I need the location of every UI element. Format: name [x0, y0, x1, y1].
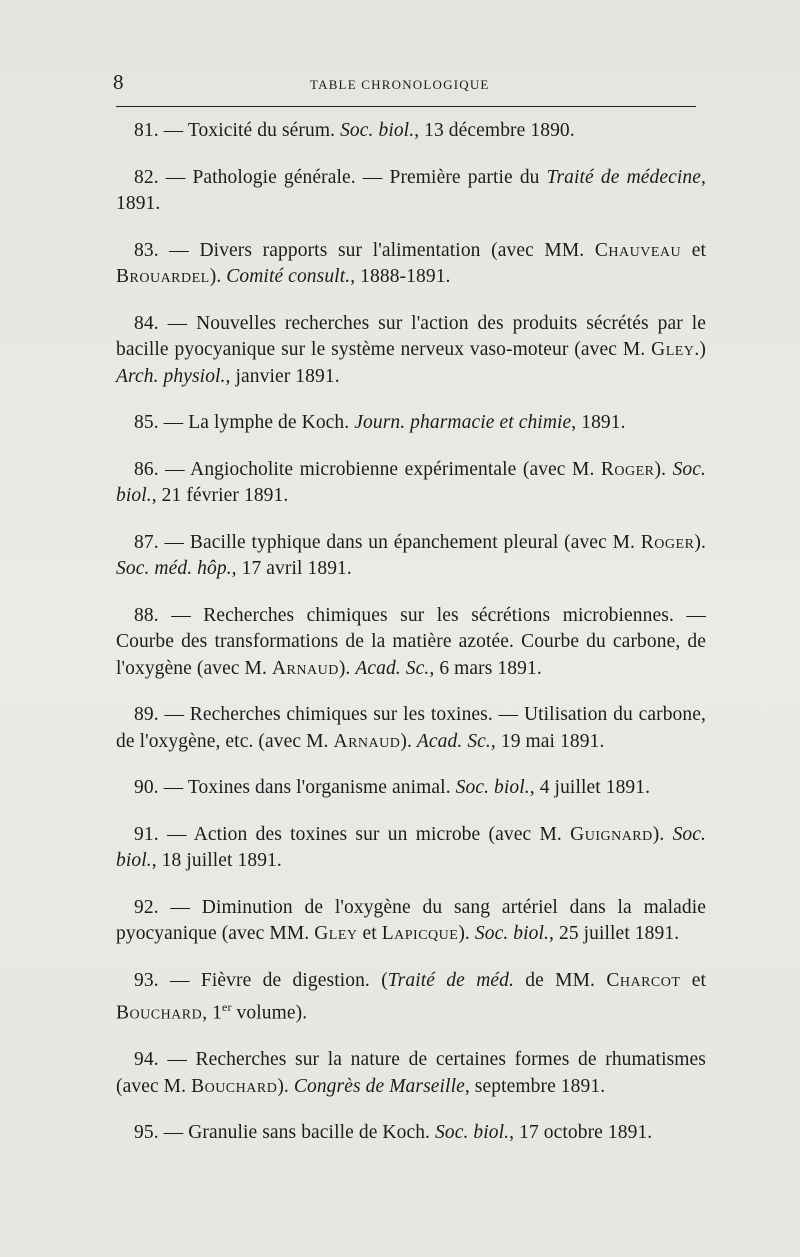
entry-text: — Granulie sans bacille de Koch. — [163, 1122, 436, 1143]
entry-text: ). — [458, 923, 475, 944]
entry-text: — Recherches chimiques sur les sécrétions microbiennes. — Courbe des transformations de la matière azotée. Courbe du carbone, de l'oxygène (avec M. — [116, 604, 707, 679]
entry-text: ). — [654, 458, 673, 480]
entry-number: 85. — [134, 412, 159, 433]
running-title: TABLE CHRONOLOGIQUE — [310, 77, 490, 92]
entry-text: , 6 mars 1891. — [429, 657, 542, 679]
entry-text: volume). — [231, 1002, 308, 1024]
author-name: Roger — [600, 458, 655, 480]
author-name: Guignard — [570, 823, 653, 845]
author-name: Gley — [651, 339, 695, 360]
journal-citation: Traité de méd. — [387, 969, 514, 991]
journal-citation: Soc. biol. — [340, 120, 415, 141]
author-name: Gley — [314, 923, 358, 944]
entry-text: et — [680, 969, 706, 991]
author-name: Arnaud — [333, 730, 401, 752]
entry-text: , 18 juillet 1891. — [151, 850, 282, 871]
author-name: Bouchard — [191, 1075, 278, 1097]
bibliography-entry — [116, 530, 706, 583]
entry-text: — Recherches sur la nature de certaines formes de rhumatismes (avec M. — [116, 1049, 706, 1097]
entry-text: , 1888-1891. — [350, 266, 451, 287]
entry-text: , 1 — [202, 1002, 223, 1024]
bibliography-entry — [116, 603, 706, 683]
entry-number: 92. — [134, 896, 159, 918]
entry-text: — Toxicité du sérum. — [163, 120, 341, 141]
bibliography-entry — [116, 410, 706, 437]
entry-text: — Toxines dans l'organisme animal. — [163, 777, 456, 798]
journal-citation: Acad. Sc. — [416, 730, 491, 752]
entry-number: 91. — [134, 823, 159, 845]
bibliography-entry — [116, 822, 706, 875]
bibliography-entry — [116, 1120, 706, 1147]
entry-text: , 1891. — [571, 412, 626, 433]
author-name: Arnaud — [271, 657, 339, 679]
entry-text: , 1891. — [116, 166, 706, 214]
journal-citation: Soc. biol. — [116, 823, 707, 871]
entry-text: , septembre 1891. — [464, 1075, 606, 1097]
author-name: Brouardel — [116, 266, 210, 287]
entry-text: ). — [400, 730, 417, 752]
bibliography-entry — [116, 118, 706, 145]
bibliography-entry — [116, 895, 706, 948]
bibliography-entry — [116, 165, 706, 218]
entry-text: , 25 juillet 1891. — [549, 923, 680, 944]
journal-citation: Comité consult. — [226, 266, 351, 287]
bibliography-entry — [116, 457, 706, 510]
entry-text: — Angiocholite microbienne expérimentale (avec M. — [165, 458, 601, 480]
entry-number: 90. — [134, 777, 159, 798]
entry-number: 95. — [134, 1122, 159, 1143]
journal-citation: Arch. physiol. — [116, 365, 226, 387]
journal-citation: Soc. biol. — [474, 923, 550, 944]
entry-number: 84. — [134, 312, 159, 334]
author-name: Charcot — [606, 969, 681, 991]
bibliography-list — [116, 118, 706, 1167]
entry-text: ). — [652, 823, 673, 845]
entry-text: — Action des toxines sur un microbe (avec M. — [166, 823, 571, 845]
author-name: Bouchard — [116, 1002, 203, 1024]
bibliography-entry — [116, 1047, 706, 1100]
entry-text: , janvier 1891. — [225, 365, 340, 387]
bibliography-entry — [116, 238, 706, 291]
journal-citation: Soc. méd. hôp. — [116, 558, 232, 579]
entry-text: ). — [209, 266, 227, 287]
entry-text: — Pathologie générale. — Première partie du — [165, 166, 547, 188]
entry-number: 88. — [134, 604, 159, 626]
journal-citation: Soc. biol. — [455, 777, 530, 798]
entry-text: — Nouvelles recherches sur l'action des produits sécrétés par le bacille pyocyanique sur le système nerveux vaso-moteur (avec M. — [116, 312, 706, 360]
author-name: Lapicque — [381, 923, 459, 944]
superscript: er — [222, 1000, 232, 1014]
bibliography-entry — [116, 775, 706, 802]
entry-text: ). — [277, 1075, 294, 1097]
entry-text: — Diminution de l'oxygène du sang artériel dans la maladie pyocyanique (avec MM. — [116, 896, 706, 944]
entry-text: — Bacille typhique dans un épanchement pleural (avec M. — [164, 531, 641, 553]
author-name: Chauveau — [594, 239, 682, 261]
journal-citation: Congrès de Marseille — [293, 1075, 465, 1097]
entry-number: 87. — [134, 531, 159, 553]
entry-text: .) — [694, 339, 706, 360]
entry-text: de MM. — [513, 969, 607, 991]
entry-number: 89. — [134, 704, 159, 725]
entry-text: et — [681, 239, 706, 261]
entry-text: — La lymphe de Koch. — [163, 412, 355, 433]
author-name: Roger — [640, 531, 695, 553]
journal-citation: Soc. biol. — [116, 458, 707, 506]
entry-text: — Recherches chimiques sur les toxines. — Utilisation du carbone, de l'oxygène, etc. (avec M. — [116, 704, 706, 752]
entry-number: 82. — [134, 166, 159, 188]
entry-number: 83. — [134, 239, 159, 261]
bibliography-entry — [116, 702, 706, 755]
entry-text: , 4 juillet 1891. — [529, 777, 651, 798]
entry-number: 93. — [134, 969, 159, 991]
entry-text: — Fièvre de digestion. ( — [170, 969, 388, 991]
entry-text: , 13 décembre 1890. — [414, 120, 575, 141]
entry-text: , 17 avril 1891. — [231, 558, 352, 579]
page-number: 8 — [113, 70, 124, 94]
entry-text: ). — [694, 531, 706, 553]
journal-citation: Journ. pharmacie et chimie — [354, 412, 572, 433]
entry-number: 94. — [134, 1049, 159, 1070]
entry-text: , 17 octobre 1891. — [509, 1122, 653, 1143]
entry-number: 81. — [134, 120, 159, 141]
journal-citation: Traité de médecine — [546, 166, 701, 188]
journal-citation: Soc. biol. — [435, 1122, 510, 1143]
journal-citation: Acad. Sc. — [355, 657, 430, 679]
bibliography-entry — [116, 311, 706, 391]
entry-text: , 21 février 1891. — [151, 485, 289, 506]
bibliography-entry — [116, 968, 706, 1028]
entry-text: — Divers rapports sur l'alimentation (avec MM. — [169, 239, 595, 261]
entry-text: ). — [338, 657, 356, 679]
entry-text: , 19 mai 1891. — [490, 730, 605, 752]
entry-text: et — [357, 923, 382, 944]
header-rule — [116, 106, 696, 107]
entry-number: 86. — [134, 458, 159, 480]
